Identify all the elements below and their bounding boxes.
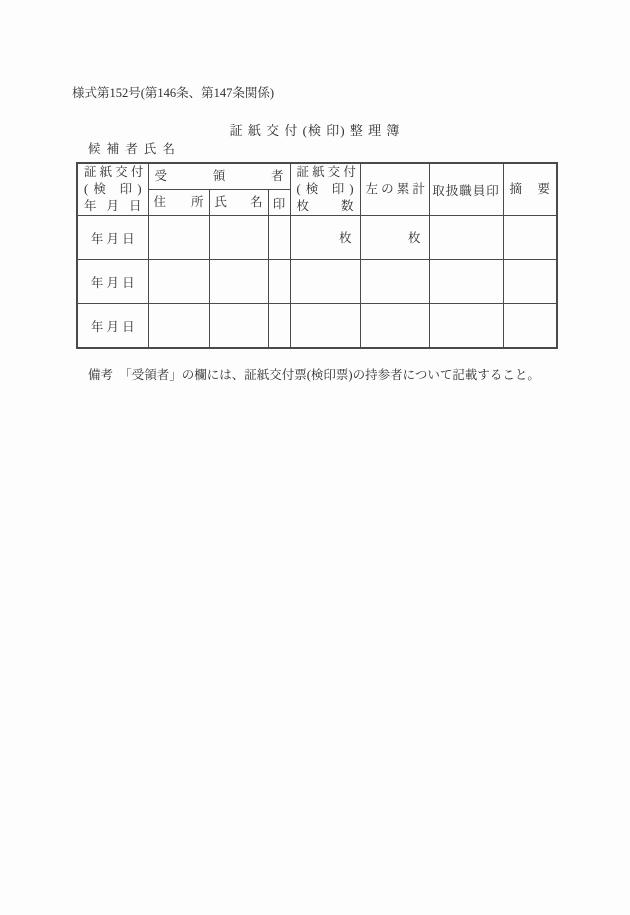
sheet-count-header-line3: 枚 数 bbox=[296, 199, 354, 213]
name-header-label: 氏 名 bbox=[214, 195, 263, 209]
name-cell bbox=[209, 304, 268, 349]
address-cell bbox=[148, 260, 209, 304]
issue-date-header-line1: 証 紙 交 付 bbox=[84, 165, 144, 179]
issue-date-header bbox=[77, 163, 148, 216]
candidate-name-label: 候 補 者 氏 名 bbox=[88, 142, 177, 156]
sheet-count-cell bbox=[290, 304, 360, 349]
date-cell: 年 月 日 bbox=[77, 304, 148, 349]
remarks-cell bbox=[503, 216, 557, 260]
recipient-header bbox=[148, 163, 290, 190]
name-cell bbox=[209, 216, 268, 260]
table-row bbox=[77, 260, 557, 304]
staff-seal-cell bbox=[429, 260, 503, 304]
seal-cell bbox=[268, 216, 290, 260]
remarks-cell bbox=[503, 260, 557, 304]
remarks-cell bbox=[503, 304, 557, 349]
cumulative-cell bbox=[360, 304, 429, 349]
name-cell bbox=[209, 260, 268, 304]
remarks-header-label: 摘 要 bbox=[509, 182, 550, 196]
cumulative-header-label: 左 の 累 計 bbox=[365, 182, 425, 196]
cumulative-header bbox=[360, 163, 429, 216]
issue-date-header-line3: 年 月 日 bbox=[84, 199, 142, 213]
table-row bbox=[77, 216, 557, 260]
remarks-header bbox=[503, 163, 557, 216]
table-row bbox=[77, 304, 557, 349]
sheet-count-cell: 枚 bbox=[290, 216, 360, 260]
sheet-count-cell bbox=[290, 260, 360, 304]
address-header bbox=[148, 190, 209, 216]
cumulative-cell: 枚 bbox=[360, 216, 429, 260]
sheet-count-header-line1: 証 紙 交 付 bbox=[296, 165, 356, 179]
date-cell: 年 月 日 bbox=[77, 216, 148, 260]
registry-table bbox=[76, 162, 558, 349]
sheet-count-header bbox=[290, 163, 360, 216]
remarks-note: 備考 「受領者」の欄には、証紙交付票(検印票)の持参者について記載すること。 bbox=[88, 368, 540, 382]
seal-cell bbox=[268, 304, 290, 349]
staff-seal-header: 取扱職員印 bbox=[429, 163, 503, 216]
issue-date-header-line2: (検 印) bbox=[84, 182, 142, 196]
seal-cell bbox=[268, 260, 290, 304]
cumulative-cell bbox=[360, 260, 429, 304]
page-title: 証 紙 交 付 (検 印) 整 理 簿 bbox=[229, 123, 401, 138]
address-cell bbox=[148, 304, 209, 349]
recipient-header-label: 受 領 者 bbox=[154, 169, 284, 183]
seal-header: 印 bbox=[268, 190, 290, 216]
sheet-count-header-line2: (検 印) bbox=[296, 182, 354, 196]
form-number-text: 様式第152号(第146条、第147条関係) bbox=[72, 86, 275, 100]
date-cell: 年 月 日 bbox=[77, 260, 148, 304]
address-header-label: 住 所 bbox=[153, 195, 204, 209]
header-row-top bbox=[77, 163, 557, 190]
staff-seal-cell bbox=[429, 216, 503, 260]
address-cell bbox=[148, 216, 209, 260]
staff-seal-cell bbox=[429, 304, 503, 349]
name-header bbox=[209, 190, 268, 216]
